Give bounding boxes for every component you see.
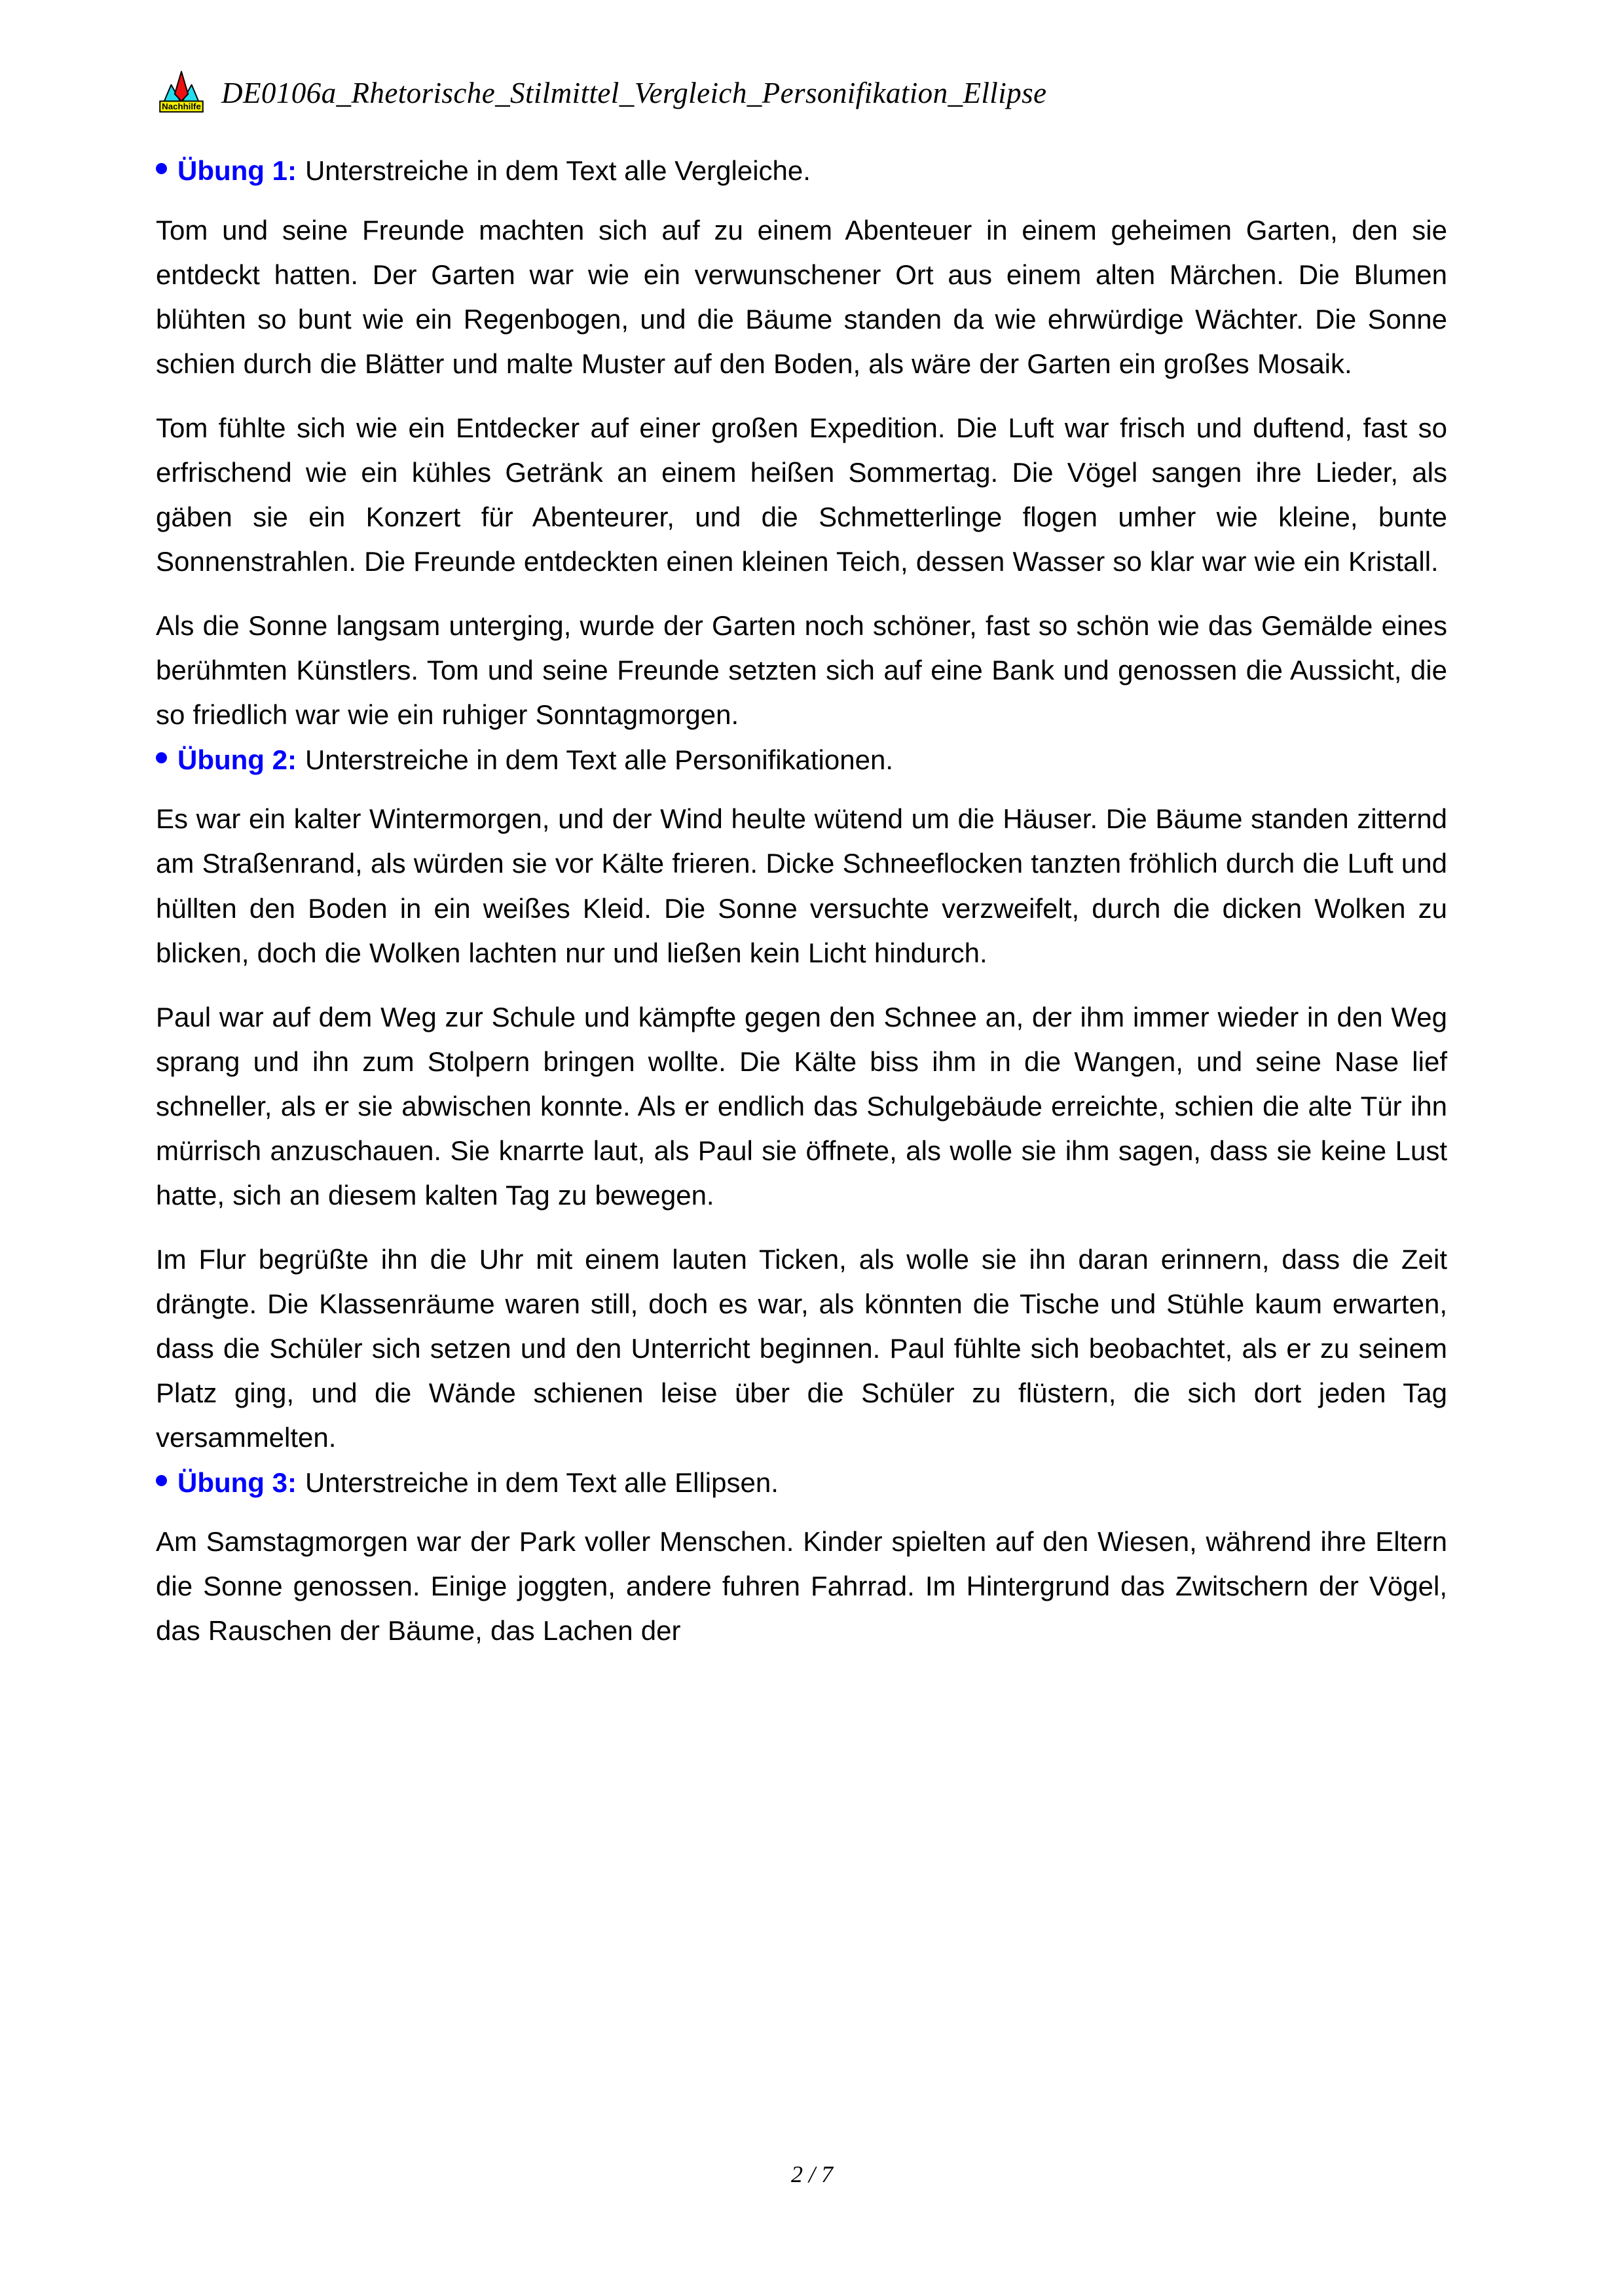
logo-label: Nachhilfe xyxy=(162,101,201,111)
exercise-section-2 xyxy=(156,744,1447,1460)
paragraph: Als die Sonne langsam unterging, wurde der Garten noch schöner, fast so schön wie das Gemälde eines berühmten Künstlers. Tom und seine Freunde setzten sich auf eine Bank und genossen die Aussicht, die so friedlich war wie ein ruhiger Sonntagmorgen. xyxy=(156,610,1447,730)
page-footer xyxy=(0,2160,1624,2188)
paragraph: Am Samstagmorgen war der Park voller Menschen. Kinder spielten auf den Wiesen, während ihre Eltern die Sonne genossen. Einige joggten, andere fuhren Fahrrad. Im Hintergrund das Zwitschern der Vögel, das Rauschen der Bäume, das Lachen der xyxy=(156,1526,1447,1647)
exercise-heading-3 xyxy=(156,1467,1447,1499)
exercise-section-1 xyxy=(156,155,1447,737)
exercise-instruction-3: Unterstreiche in dem Text alle Ellipsen. xyxy=(304,1467,779,1498)
exercise-label-2: Übung 2: xyxy=(177,744,297,775)
nachhilfe-logo-icon xyxy=(156,67,207,118)
exercise-instruction-1: Unterstreiche in dem Text alle Vergleiche. xyxy=(304,155,811,186)
document-body xyxy=(156,155,1447,1660)
bullet-icon xyxy=(156,752,167,763)
paragraph: Es war ein kalter Wintermorgen, und der Wind heulte wütend um die Häuser. Die Bäume standen zitternd am Straßenrand, als würden sie vor Kälte frieren. Dicke Schneeflocken tanzten fröhlich durch die Luft und hüllten den Boden in ein weißes Kleid. Die Sonne versuchte verzweifelt, durch die dicken Wolken zu blicken, doch die Wolken lachten nur und ließen kein Licht hindurch. xyxy=(156,803,1447,968)
exercise-heading-2 xyxy=(156,744,1447,776)
paragraph: Tom fühlte sich wie ein Entdecker auf einer großen Expedition. Die Luft war frisch und duftend, fast so erfrischend wie ein kühles Getränk an einem heißen Sommertag. Die Vögel sangen ihre Lieder, als gäben sie ein Konzert für Abenteurer, und die Schmetterlinge flogen umher wie kleine, bunte Sonnenstrahlen. Die Freunde entdeckten einen kleinen Teich, dessen Wasser so klar war wie ein Kristall. xyxy=(156,412,1447,577)
paragraph: Tom und seine Freunde machten sich auf zu einem Abenteuer in einem geheimen Garten, den sie entdeckt hatten. Der Garten war wie ein verwunschener Ort aus einem alten Märchen. Die Blumen blühten so bunt wie ein Regenbogen, und die Bäume standen da wie ehrwürdige Wächter. Die Sonne schien durch die Blätter und malte Muster auf den Boden, als wäre der Garten ein großes Mosaik. xyxy=(156,214,1447,379)
paragraph: Im Flur begrüßte ihn die Uhr mit einem lauten Ticken, als wolle sie ihn daran erinnern, dass die Zeit drängte. Die Klassenräume waren still, doch es war, als könnten die Tische und Stühle kaum erwarten, dass die Schüler sich setzen und den Unterricht beginnen. Paul fühlte sich beobachtet, als er zu seinem Platz ging, und die Wände schienen leise über die Schüler zu flüstern, die sich dort jeden Tag versammelten. xyxy=(156,1243,1447,1453)
exercise-label-3: Übung 3: xyxy=(177,1467,297,1498)
exercise-section-3 xyxy=(156,1467,1447,1654)
document-title: DE0106a_Rhetorische_Stilmittel_Vergleich_Personifikation_Ellipse xyxy=(221,75,1047,109)
exercise-heading-1 xyxy=(156,155,1447,187)
exercise-label-1: Übung 1: xyxy=(177,155,297,186)
bullet-icon xyxy=(156,1475,167,1486)
page-header xyxy=(156,63,1446,123)
page-number: 2 / 7 xyxy=(790,2161,833,2187)
bullet-icon xyxy=(156,163,167,174)
paragraph: Paul war auf dem Weg zur Schule und kämpfte gegen den Schnee an, der ihm immer wieder in den Weg sprang und ihn zum Stolpern bringen wollte. Die Kälte biss ihm in die Wangen, und seine Nase lief schneller, als er sie abwischen konnte. Als er endlich das Schulgebäude erreichte, schien die alte Tür ihn mürrisch anzuschauen. Sie knarrte laut, als Paul sie öffnete, als wolle sie ihm sagen, dass sie keine Lust hatte, sich an diesem kalten Tag zu bewegen. xyxy=(156,1001,1447,1211)
exercise-instruction-2: Unterstreiche in dem Text alle Personifikationen. xyxy=(304,744,893,775)
